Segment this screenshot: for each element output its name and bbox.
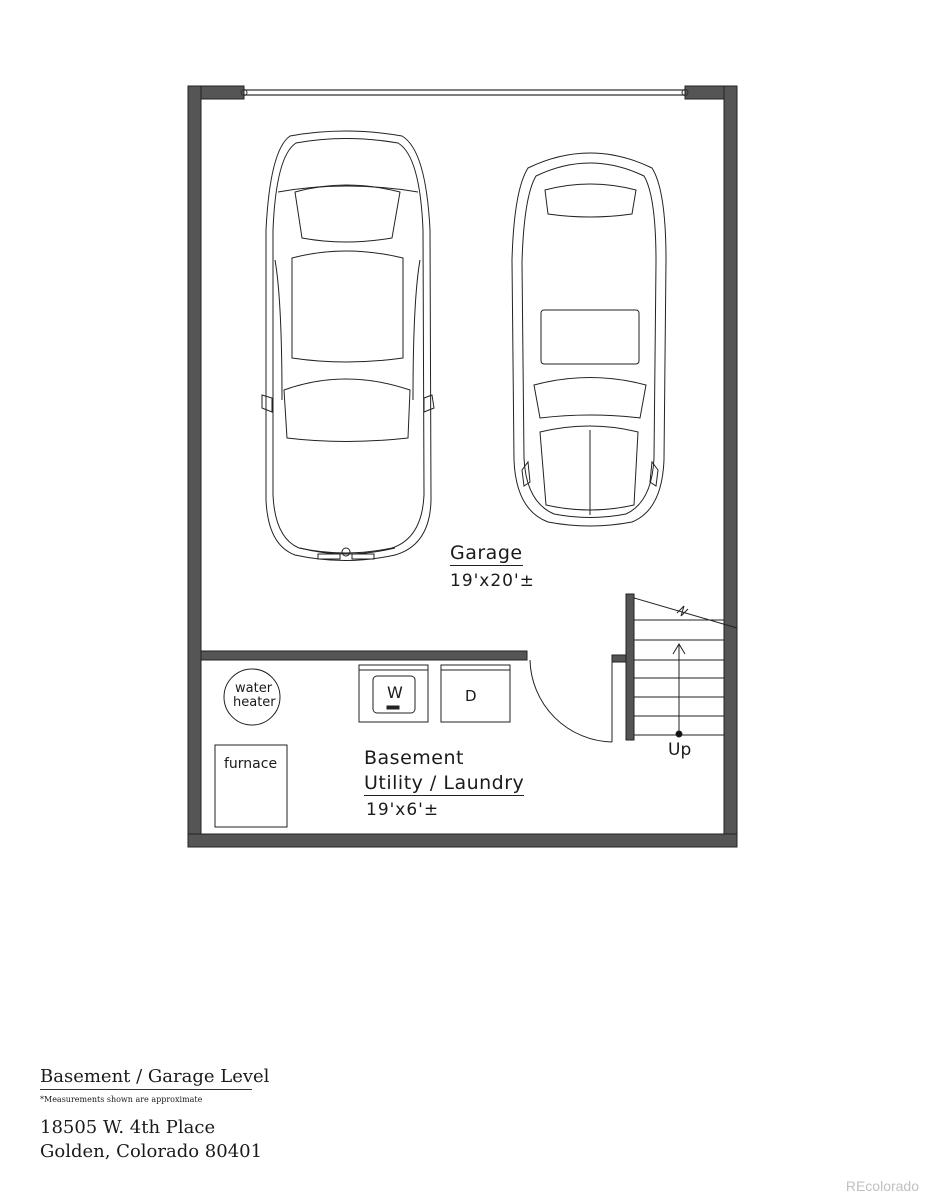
garage-door xyxy=(241,90,688,96)
address-line2: Golden, Colorado 80401 xyxy=(40,1141,263,1162)
wall-interior xyxy=(201,651,527,660)
basement-name: Utility / Laundry xyxy=(364,772,525,794)
stairs-label: Up xyxy=(668,740,692,760)
dryer-label: D xyxy=(465,687,477,705)
stairs xyxy=(634,598,737,737)
furnace-label: furnace xyxy=(224,756,278,772)
address-line1: 18505 W. 4th Place xyxy=(40,1117,216,1138)
level-title: Basement / Garage Level xyxy=(40,1066,252,1090)
wall-bottom xyxy=(188,834,737,847)
basement-dimensions: 19'x6'± xyxy=(366,800,440,820)
water-heater-label-line1: water xyxy=(235,681,273,696)
car-sedan-icon xyxy=(262,131,434,561)
wall-left xyxy=(188,86,201,847)
measurement-note: *Measurements shown are approximate xyxy=(40,1095,203,1104)
basement-label-line1: Basement xyxy=(364,747,464,769)
water-heater-label-line2: heater xyxy=(233,695,276,710)
wall-stair xyxy=(626,594,634,740)
washer-label: W xyxy=(387,683,403,702)
wall-door-jamb xyxy=(612,655,626,662)
car-classic-icon xyxy=(512,153,666,526)
brand-watermark: REcolorado xyxy=(845,1178,919,1194)
wall-right xyxy=(724,86,737,847)
garage-label xyxy=(450,542,523,564)
door-swing xyxy=(530,660,612,742)
basement-label-line2 xyxy=(364,772,524,794)
garage-name: Garage xyxy=(450,542,523,564)
garage-dimensions: 19'x20'± xyxy=(450,571,535,591)
